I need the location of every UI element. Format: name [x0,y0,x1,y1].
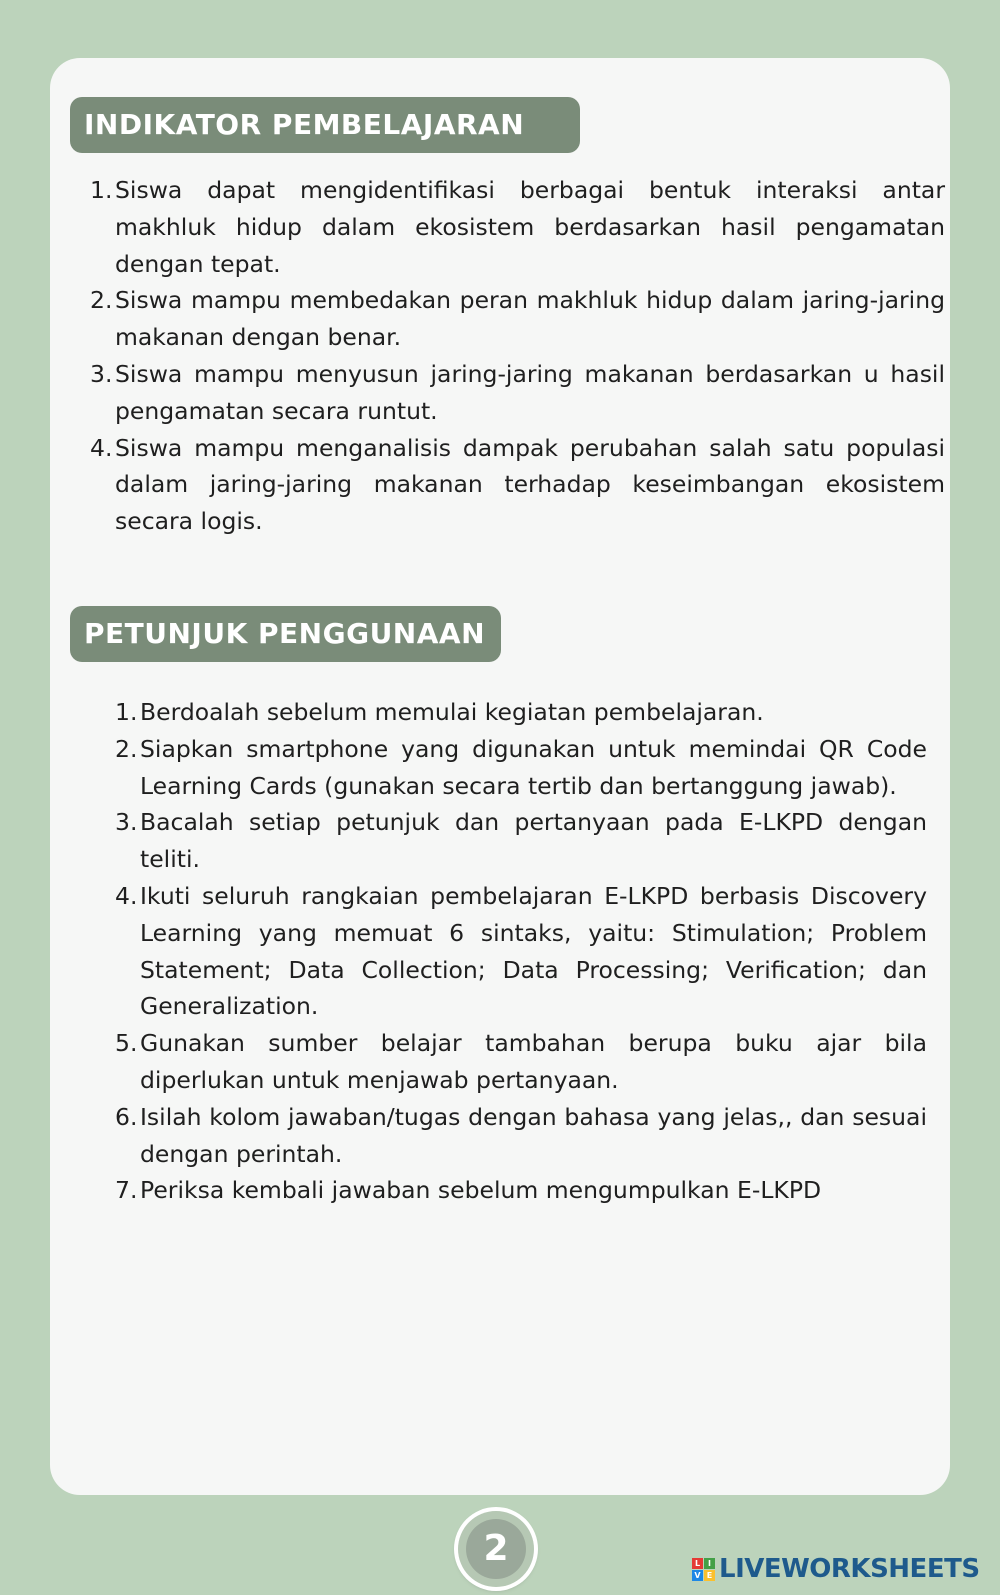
liveworksheets-logo-icon [692,1558,715,1581]
item-text: Berdoalah sebelum memulai kegiatan pembelajaran. [140,698,764,726]
item-number: 5. [115,1029,138,1058]
logo-letter-i: I [704,1558,715,1569]
liveworksheets-brand [692,1553,980,1585]
list-item [115,731,927,805]
section-header-indikator: INDIKATOR PEMBELAJARAN [70,97,580,153]
item-number: 6. [115,1102,138,1131]
item-number: 7. [115,1176,138,1205]
item-text: Siswa mampu menganalisis dampak perubahan salah satu populasi dalam jaring-jaring makanan terhadap keseimbangan ekosistem secara logis. [115,433,945,536]
item-number: 2. [115,734,138,763]
petunjuk-list [115,694,927,1209]
item-text: Ikuti seluruh rangkaian pembelajaran E-LKPD berbasis Discovery Learning yang memuat 6 sintaks, yaitu: Stimulation; Problem Statement; Data Collection; Data Processing; Verification; dan Generalization. [140,881,927,1021]
item-number: 3. [90,359,113,388]
list-item [115,1025,927,1099]
item-text: Siswa dapat mengidentifikasi berbagai bentuk interaksi antar makhluk hidup dalam ekosistem berdasarkan hasil pengamatan dengan tepat. [115,176,945,278]
item-text: Bacalah setiap petunjuk dan pertanyaan pada E-LKPD dengan teliti. [140,808,927,874]
item-text: Isilah kolom jawaban/tugas dengan bahasa yang jelas,, dan sesuai dengan perintah. [140,1102,927,1168]
list-item [115,878,927,1025]
item-text: Siapkan smartphone yang digunakan untuk memindai QR Code Learning Cards (gunakan secara tertib dan bertanggung jawab). [140,734,927,800]
list-item [90,282,945,356]
item-number: 2. [90,286,113,315]
list-item [90,430,945,540]
list-item [115,1099,927,1173]
list-item [90,172,945,282]
item-number: 4. [90,433,113,462]
logo-letter-e: E [704,1570,715,1581]
item-text: Periksa kembali jawaban sebelum mengumpulkan E-LKPD [140,1176,822,1205]
item-number: 1. [90,176,113,204]
item-number: 4. [115,881,138,910]
page-number: 2 [466,1519,526,1579]
indikator-list [90,172,945,540]
item-text: Gunakan sumber belajar tambahan berupa buku ajar bila diperlukan untuk menjawab pertanyaan. [140,1029,927,1094]
list-item [115,1172,927,1209]
item-text: Siswa mampu membedakan peran makhluk hidup dalam jaring-jaring makanan dengan benar. [115,286,945,352]
content-card [50,58,950,1495]
brand-name: LIVEWORKSHEETS [719,1554,980,1584]
page-number-badge [458,1511,534,1587]
logo-letter-v: V [692,1570,703,1581]
item-number: 1. [115,698,138,726]
list-item [115,694,927,731]
section-header-petunjuk: PETUNJUK PENGGUNAAN [70,606,501,662]
item-number: 3. [115,808,138,837]
list-item [90,356,945,430]
logo-letter-l: L [692,1558,703,1569]
item-text: Siswa mampu menyusun jaring-jaring makanan berdasarkan u hasil pengamatan secara runtut. [115,359,945,425]
list-item [115,804,927,878]
